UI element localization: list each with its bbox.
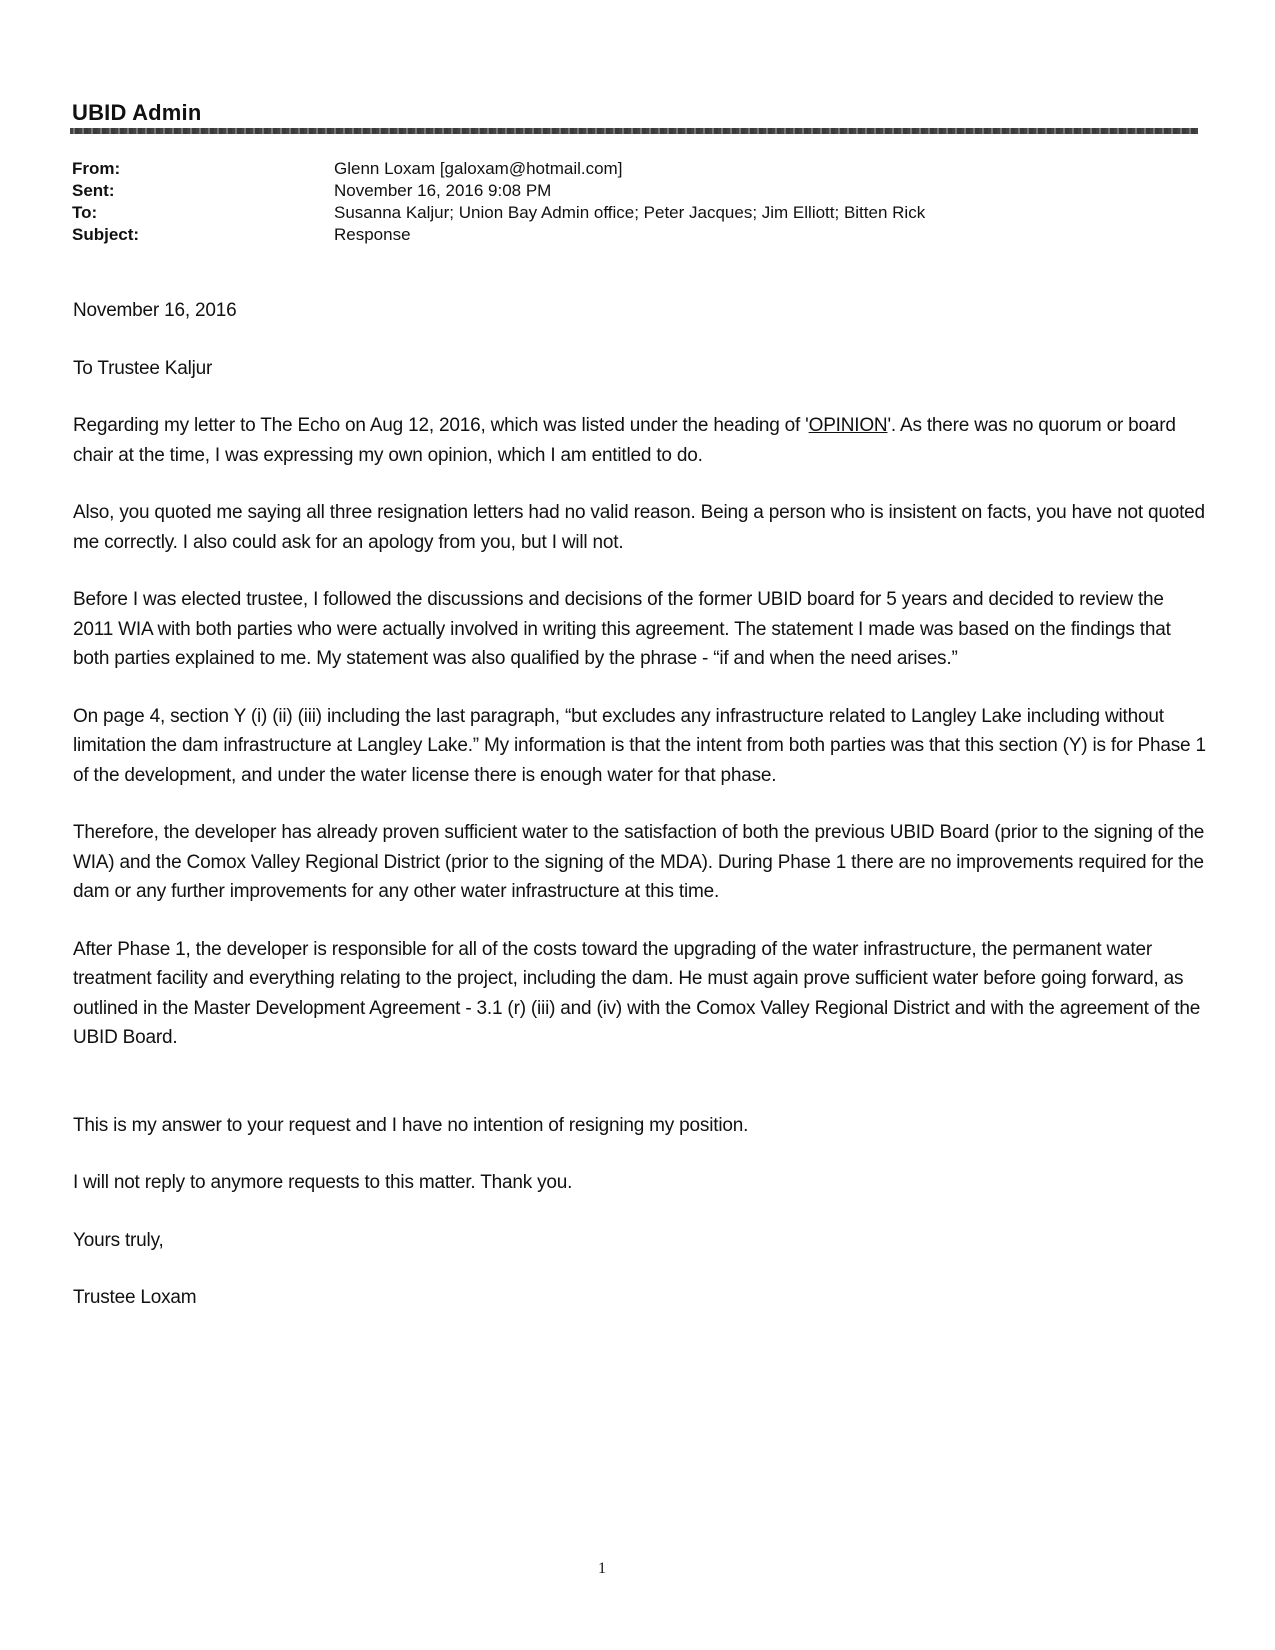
letter-closing: Yours truly, xyxy=(73,1229,164,1251)
paragraph-no-reply: I will not reply to anymore requests to this matter. Thank you. xyxy=(73,1172,573,1193)
subject-row xyxy=(72,224,925,246)
to-value: Susanna Kaljur; Union Bay Admin office; Peter Jacques; Jim Elliott; Bitten Rick xyxy=(334,203,926,222)
paragraph-background: Before I was elected trustee, I followed the discussions and decisions of the former UBID board for 5 years and decided to review the 2011 WIA with both parties who were actually involved in writing this agreement. The statement I made was based on the findings that both parties explained to me. My statement was also qualified by the phrase - “if and when the need arises.” xyxy=(73,589,1171,669)
letter-salutation: To Trustee Kaljur xyxy=(73,357,213,379)
paragraph-opinion xyxy=(73,411,1208,470)
page-number: 1 xyxy=(598,1560,606,1577)
paragraph-quote: Also, you quoted me saying all three resignation letters had no valid reason. Being a person who is insistent on facts, you have not quoted me correctly. I also could ask for an apology from you, but I will not. xyxy=(73,502,1205,553)
subject-label: Subject: xyxy=(72,225,140,244)
paragraph-after-phase-1: After Phase 1, the developer is responsible for all of the costs toward the upgrading of the water infrastructure, the permanent water treatment facility and everything relating to the project, including the dam. He must again prove sufficient water before going forward, as outlined in the Master Development Agreement - 3.1 (r) (iii) and (iv) with the Comox Valley Regional District and with the agreement of the UBID Board. xyxy=(73,938,1201,1048)
from-value: Glenn Loxam [galoxam@hotmail.com] xyxy=(334,159,623,178)
email-header xyxy=(72,158,925,246)
paragraph-text: Regarding my letter to The Echo on Aug 12, 2016, which was listed under the heading of ' xyxy=(73,415,809,436)
mailbox-title: UBID Admin xyxy=(72,100,202,125)
sent-label: Sent: xyxy=(72,181,115,200)
letter-date: November 16, 2016 xyxy=(73,300,237,321)
from-row xyxy=(72,158,925,180)
opinion-underlined: OPINION xyxy=(808,415,888,436)
to-label: To: xyxy=(72,203,98,222)
paragraph-text: '. As there was no quorum or board chair at the time, I was expressing my own opinion, which I am entitled to do. xyxy=(73,415,1176,466)
sent-value: November 16, 2016 9:08 PM xyxy=(334,181,552,200)
subject-value: Response xyxy=(334,225,411,244)
paragraph-answer: This is my answer to your request and I have no intention of resigning my position. xyxy=(73,1114,749,1136)
letter-body xyxy=(73,296,1208,1313)
paragraph-section-y: On page 4, section Y (i) (ii) (iii) including the last paragraph, “but excludes any infrastructure related to Langley Lake including without limitation the dam infrastructure at Langley Lake.” My information is that the intent from both parties was that this section (Y) is for Phase 1 of the development, and under the water license there is enough water for that phase. xyxy=(73,705,1206,786)
to-row xyxy=(72,202,925,224)
letter-signature: Trustee Loxam xyxy=(73,1287,197,1308)
sent-row xyxy=(72,180,925,202)
paragraph-phase-1: Therefore, the developer has already proven sufficient water to the satisfaction of both the previous UBID Board (prior to the signing of the WIA) and the Comox Valley Regional District (prior to the signing of the MDA). During Phase 1 there are no improvements required for the dam or any further improvements for any other water infrastructure at this time. xyxy=(73,822,1205,902)
header-divider xyxy=(70,128,1198,134)
from-label: From: xyxy=(72,159,121,178)
